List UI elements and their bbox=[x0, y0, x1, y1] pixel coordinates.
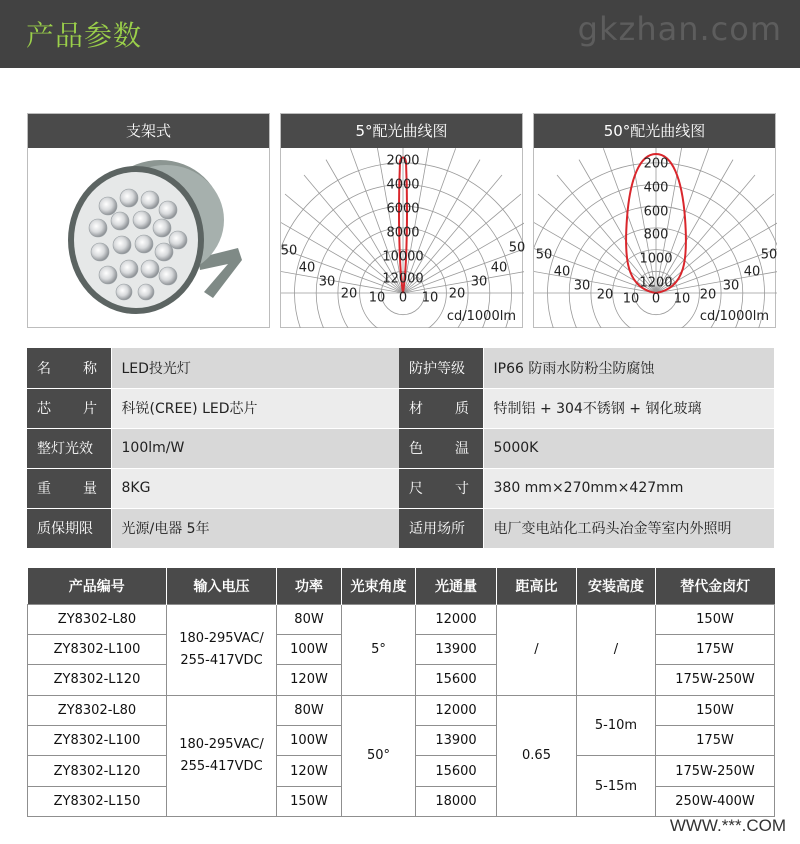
power-cell: 80W bbox=[277, 695, 342, 725]
product-photo-panel bbox=[27, 113, 270, 328]
spec-key: 尺 寸 bbox=[399, 468, 483, 508]
spec-key: 防护等级 bbox=[399, 348, 483, 388]
radial-label: 400 bbox=[643, 180, 669, 196]
floodlight-image bbox=[28, 148, 271, 328]
replace-cell: 175W-250W bbox=[656, 665, 775, 695]
replace-cell: 250W-400W bbox=[656, 786, 775, 816]
angle-label: 30 bbox=[722, 278, 740, 294]
angle-label: 20 bbox=[448, 286, 466, 302]
radial-label: 800 bbox=[643, 227, 669, 243]
spec-key: 整灯光效 bbox=[27, 428, 111, 468]
radial-label: 200 bbox=[643, 156, 669, 172]
table-row bbox=[28, 695, 775, 725]
column-header: 功率 bbox=[277, 568, 342, 604]
flux-cell: 18000 bbox=[416, 786, 497, 816]
replace-cell: 150W bbox=[656, 695, 775, 725]
flux-cell: 12000 bbox=[416, 604, 497, 634]
height-cell: / bbox=[577, 604, 656, 695]
ratio-cell: 0.65 bbox=[497, 695, 577, 817]
radial-label: 2000 bbox=[386, 153, 420, 169]
spec-key: 芯 片 bbox=[27, 388, 111, 428]
radial-label: 1000 bbox=[639, 251, 673, 267]
model-cell: ZY8302-L120 bbox=[28, 756, 167, 786]
beam-angle-cell: 50° bbox=[342, 695, 416, 817]
panel-title: 支架式 bbox=[28, 114, 269, 148]
footer-watermark: WWW.***.COM bbox=[669, 816, 786, 835]
spec-value: LED投光灯 bbox=[111, 348, 399, 388]
spec-value: 科锐(CREE) LED芯片 bbox=[111, 388, 399, 428]
model-table bbox=[27, 568, 775, 817]
spec-value: 特制铝 + 304不锈钢 + 钢化玻璃 bbox=[483, 388, 774, 428]
spec-key: 质保期限 bbox=[27, 508, 111, 548]
flux-cell: 12000 bbox=[416, 695, 497, 725]
spec-value: IP66 防雨水防粉尘防腐蚀 bbox=[483, 348, 774, 388]
radial-label: 600 bbox=[643, 204, 669, 220]
replace-cell: 175W bbox=[656, 634, 775, 664]
angle-label: 0 bbox=[651, 291, 661, 307]
radial-label: 6000 bbox=[386, 201, 420, 217]
radial-label: 12000 bbox=[382, 271, 424, 287]
replace-cell: 175W-250W bbox=[656, 756, 775, 786]
beam-angle-cell: 5° bbox=[342, 604, 416, 695]
angle-label: 30 bbox=[573, 278, 591, 294]
angle-label: 30 bbox=[318, 274, 336, 290]
model-cell: ZY8302-L150 bbox=[28, 786, 167, 816]
model-cell: ZY8302-L120 bbox=[28, 665, 167, 695]
spec-key: 适用场所 bbox=[399, 508, 483, 548]
spec-value: 8KG bbox=[111, 468, 399, 508]
angle-label: 10 bbox=[368, 290, 386, 306]
angle-label: 50 bbox=[535, 247, 553, 263]
model-cell: ZY8302-L100 bbox=[28, 726, 167, 756]
angle-label: 10 bbox=[673, 291, 691, 307]
angle-label: 40 bbox=[743, 264, 761, 280]
power-cell: 150W bbox=[277, 786, 342, 816]
page-header bbox=[0, 0, 800, 68]
spec-value: 光源/电器 5年 bbox=[111, 508, 399, 548]
ratio-cell: / bbox=[497, 604, 577, 695]
power-cell: 80W bbox=[277, 604, 342, 634]
voltage-cell: 180-295VAC/ 255-417VDC bbox=[167, 695, 277, 817]
flux-cell: 13900 bbox=[416, 634, 497, 664]
angle-label: 20 bbox=[340, 286, 358, 302]
spec-key: 材 质 bbox=[399, 388, 483, 428]
angle-label: 20 bbox=[699, 287, 717, 303]
radial-label: 8000 bbox=[386, 225, 420, 241]
flux-cell: 15600 bbox=[416, 665, 497, 695]
spec-row bbox=[27, 508, 774, 548]
angle-label: 40 bbox=[490, 260, 508, 276]
polar-chart-50deg-panel bbox=[533, 113, 776, 328]
angle-label: 10 bbox=[622, 291, 640, 307]
model-cell: ZY8302-L100 bbox=[28, 634, 167, 664]
column-header: 替代金卤灯 bbox=[656, 568, 775, 604]
table-row bbox=[28, 604, 775, 634]
spec-value: 电厂变电站化工码头冶金等室内外照明 bbox=[483, 508, 774, 548]
model-cell: ZY8302-L80 bbox=[28, 695, 167, 725]
spec-key: 名 称 bbox=[27, 348, 111, 388]
spec-row bbox=[27, 388, 774, 428]
angle-label: 10 bbox=[421, 290, 439, 306]
angle-label: 40 bbox=[298, 260, 316, 276]
column-header: 光束角度 bbox=[342, 568, 416, 604]
column-header: 产品编号 bbox=[28, 568, 167, 604]
angle-label: 0 bbox=[398, 290, 408, 306]
unit-label: cd/1000lm bbox=[446, 309, 516, 324]
angle-label: 20 bbox=[596, 287, 614, 303]
table-header-row bbox=[28, 568, 775, 604]
spec-value: 380 mm×270mm×427mm bbox=[483, 468, 774, 508]
panel-title: 50°配光曲线图 bbox=[534, 114, 775, 148]
model-cell: ZY8302-L80 bbox=[28, 604, 167, 634]
unit-label: cd/1000lm bbox=[699, 309, 769, 324]
spec-key: 重 量 bbox=[27, 468, 111, 508]
column-header: 距高比 bbox=[497, 568, 577, 604]
column-header: 输入电压 bbox=[167, 568, 277, 604]
radial-label: 10000 bbox=[382, 249, 424, 265]
flux-cell: 13900 bbox=[416, 726, 497, 756]
watermark: gkzhan.com bbox=[577, 10, 782, 48]
power-cell: 120W bbox=[277, 665, 342, 695]
height-cell: 5-10m bbox=[577, 695, 656, 756]
angle-label: 50 bbox=[280, 243, 298, 259]
angle-label: 50 bbox=[760, 247, 778, 263]
spec-row bbox=[27, 428, 774, 468]
radial-label: 4000 bbox=[386, 177, 420, 193]
spec-row bbox=[27, 348, 774, 388]
spec-row bbox=[27, 468, 774, 508]
power-cell: 120W bbox=[277, 756, 342, 786]
power-cell: 100W bbox=[277, 726, 342, 756]
polar-chart-5deg-panel bbox=[280, 113, 526, 328]
voltage-cell: 180-295VAC/ 255-417VDC bbox=[167, 604, 277, 695]
spec-value: 100lm/W bbox=[111, 428, 399, 468]
angle-label: 30 bbox=[470, 274, 488, 290]
angle-label: 50 bbox=[508, 240, 526, 256]
spec-table bbox=[27, 348, 774, 549]
replace-cell: 150W bbox=[656, 604, 775, 634]
power-cell: 100W bbox=[277, 634, 342, 664]
panel-title: 5°配光曲线图 bbox=[281, 114, 522, 148]
spec-value: 5000K bbox=[483, 428, 774, 468]
angle-label: 40 bbox=[553, 264, 571, 280]
page-title: 产品参数 bbox=[26, 19, 143, 52]
column-header: 光通量 bbox=[416, 568, 497, 604]
height-cell: 5-15m bbox=[577, 756, 656, 817]
flux-cell: 15600 bbox=[416, 756, 497, 786]
spec-key: 色 温 bbox=[399, 428, 483, 468]
replace-cell: 175W bbox=[656, 726, 775, 756]
column-header: 安装高度 bbox=[577, 568, 656, 604]
radial-label: 1200 bbox=[639, 275, 673, 291]
